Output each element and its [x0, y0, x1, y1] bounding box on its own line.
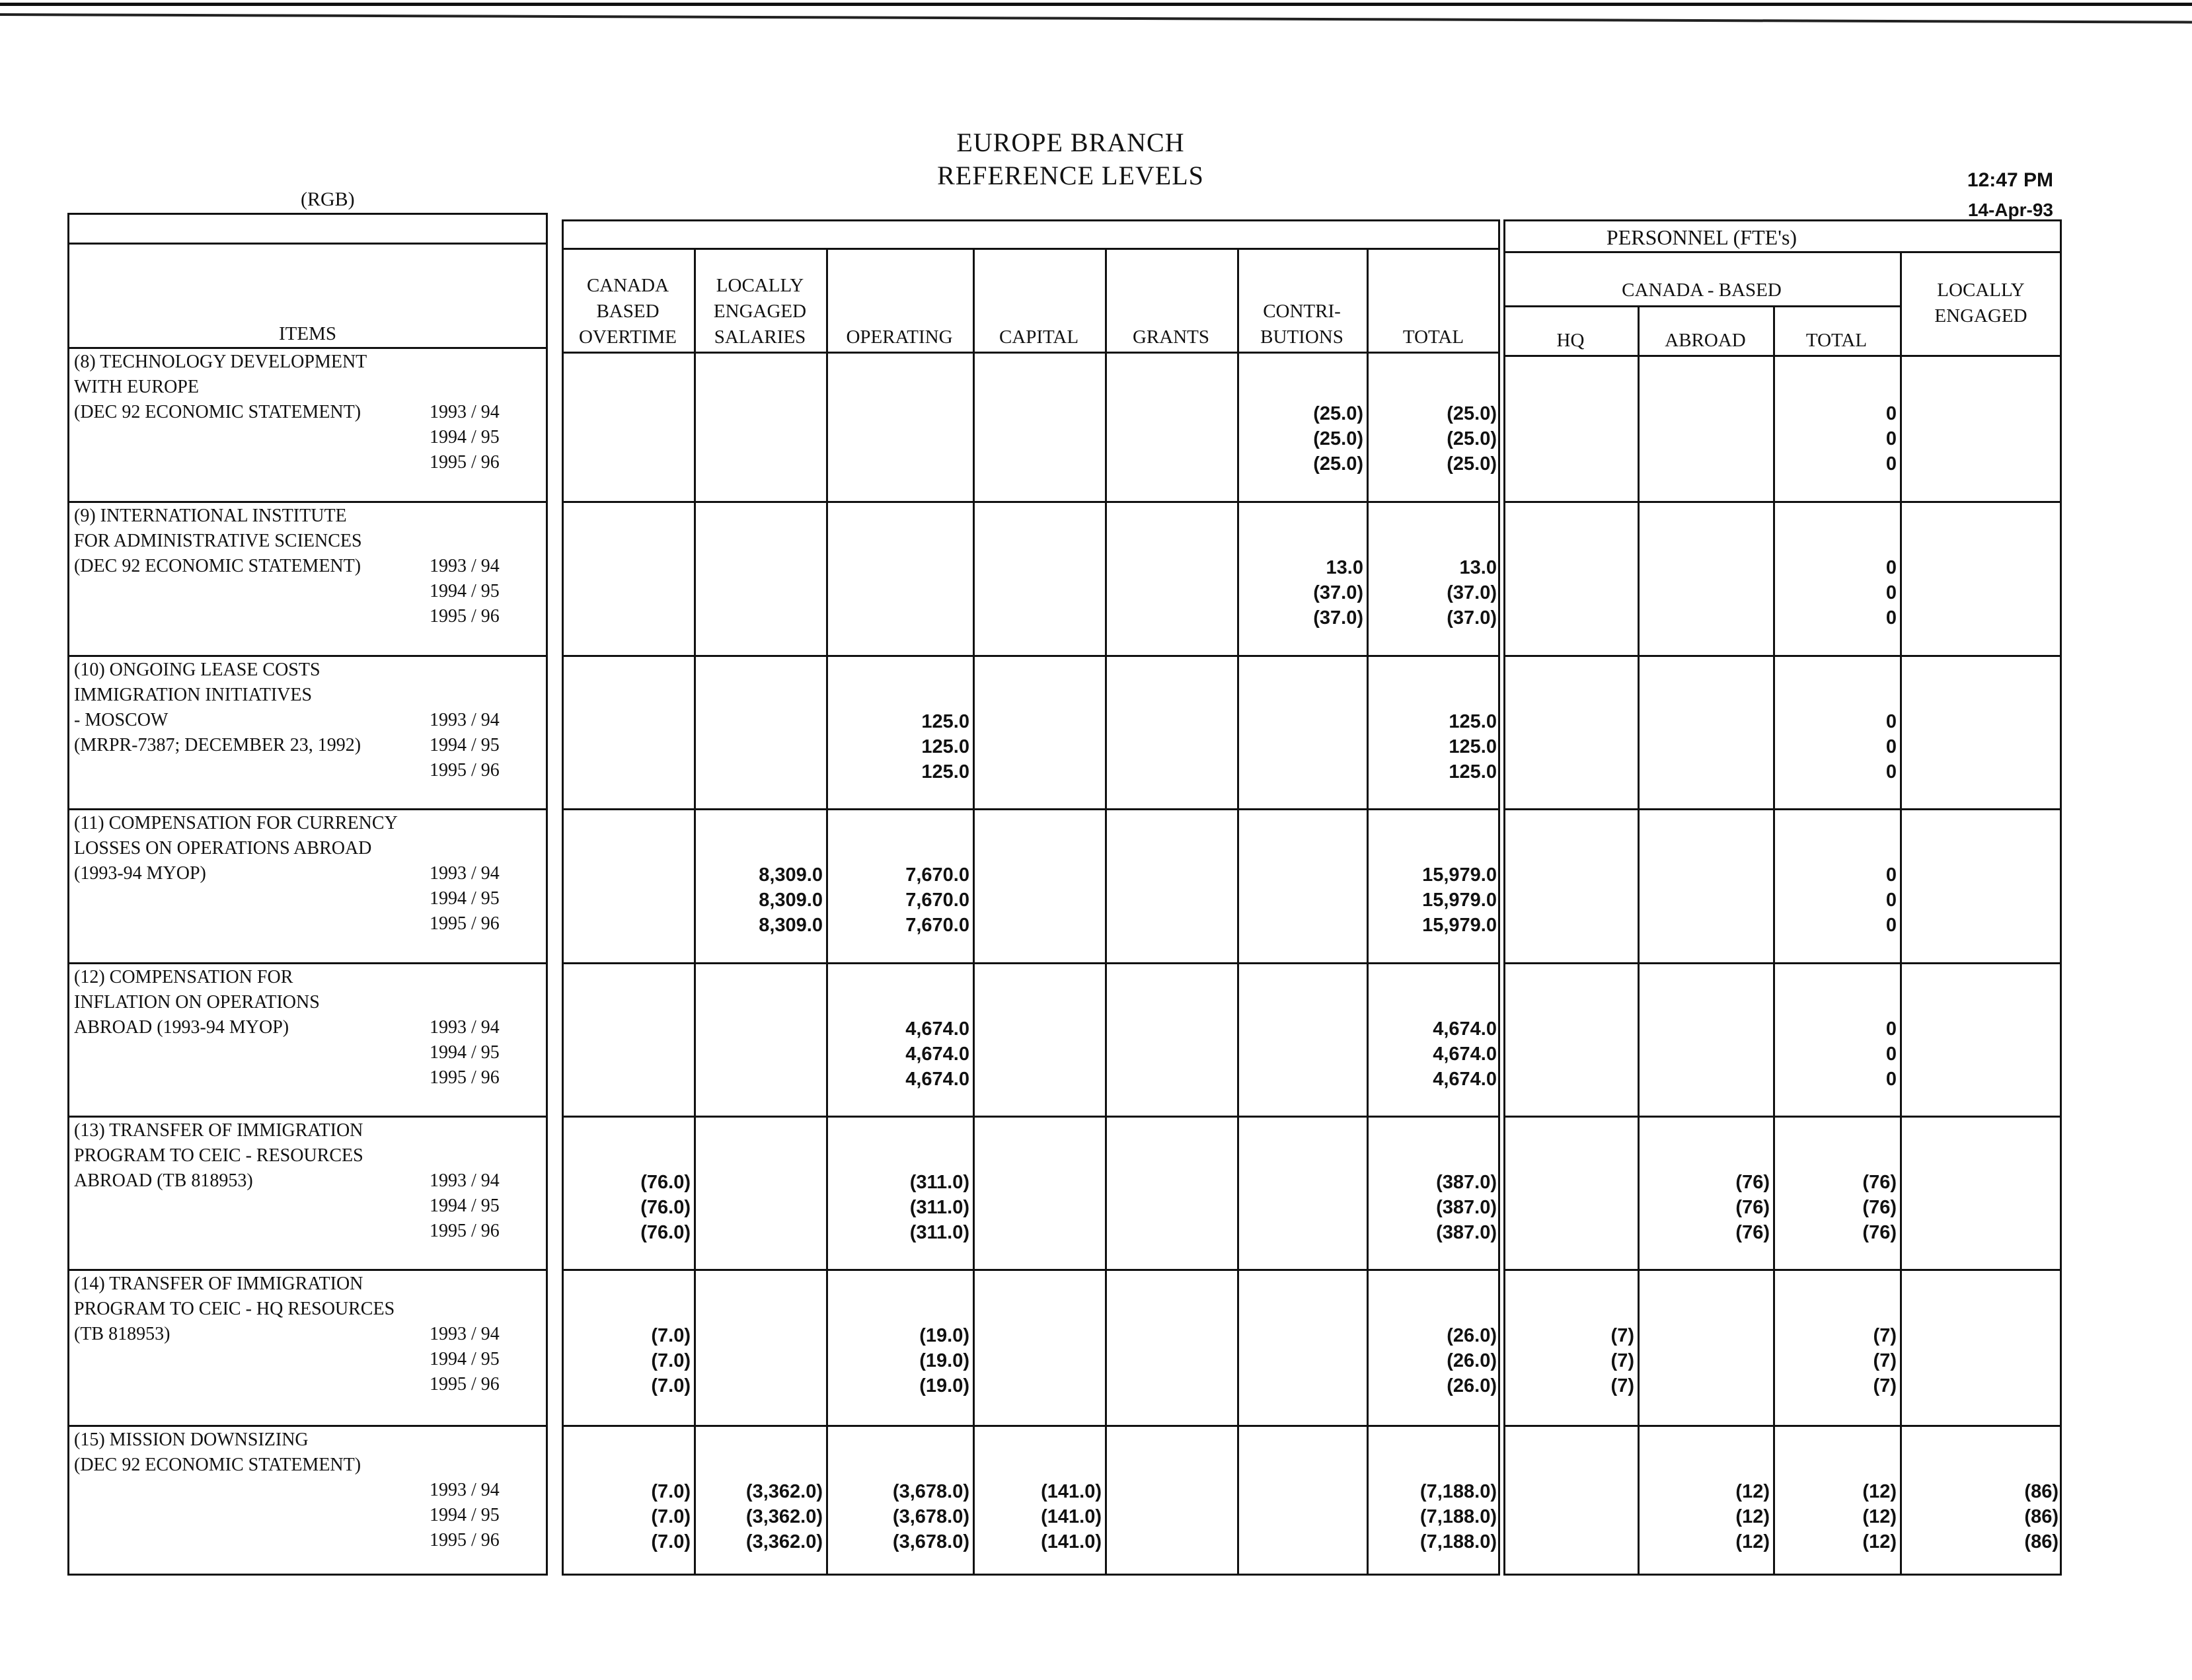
- value-total: (25.0): [1447, 453, 1497, 475]
- col-header-items: ITEMS: [279, 323, 336, 344]
- value-ptotal: 0: [1885, 582, 1897, 603]
- value-operating: (19.0): [919, 1350, 969, 1371]
- fiscal-year: 1993 / 94: [430, 1480, 500, 1500]
- value-overtime: (7.0): [651, 1375, 691, 1396]
- canada-based-header: CANADA - BASED: [1622, 280, 1782, 301]
- fiscal-year: 1995 / 96: [430, 606, 500, 627]
- section-separator: [1503, 808, 2062, 810]
- fiscal-year: 1994 / 95: [430, 1196, 500, 1216]
- personnel-header: PERSONNEL (FTE's): [1606, 225, 1797, 249]
- value-overtime: (7.0): [651, 1506, 691, 1527]
- value-operating: 125.0: [921, 761, 969, 783]
- item-title: (9) INTERNATIONAL INSTITUTE FOR ADMINISTRATIVE SCIENCES (DEC 92 ECONOMIC STATEMENT): [74, 506, 362, 576]
- value-operating: (3,678.0): [892, 1531, 969, 1552]
- value-ptotal: (12): [1862, 1531, 1897, 1552]
- fiscal-year: 1995 / 96: [430, 913, 500, 934]
- value-capital: (141.0): [1041, 1481, 1102, 1502]
- value-total: 4,674.0: [1433, 1044, 1497, 1065]
- col-divider: [694, 248, 696, 1576]
- col-header-hq: HQ: [1556, 330, 1585, 351]
- value-ptotal: (12): [1862, 1506, 1897, 1527]
- col-divider: [973, 248, 975, 1576]
- value-operating: (19.0): [919, 1375, 969, 1396]
- section-separator: [562, 808, 1500, 810]
- value-ptotal: (76): [1862, 1172, 1897, 1193]
- col-header-operating: OPERATING: [846, 326, 953, 348]
- value-ptotal: 0: [1885, 453, 1897, 475]
- value-abroad: (76): [1735, 1197, 1770, 1218]
- value-salaries: (3,362.0): [745, 1531, 823, 1552]
- col-divider: [1105, 248, 1107, 1576]
- financial-header-line: [562, 248, 1500, 250]
- value-ptotal: 0: [1885, 736, 1897, 757]
- value-contributions: (25.0): [1313, 403, 1363, 424]
- value-ptotal: (7): [1873, 1350, 1897, 1371]
- value-operating: 4,674.0: [905, 1044, 969, 1065]
- fiscal-year: 1993 / 94: [430, 710, 500, 730]
- value-total: (37.0): [1447, 607, 1497, 629]
- section-separator: [67, 962, 548, 964]
- fiscal-year: 1994 / 95: [430, 1042, 500, 1063]
- value-locally: (86): [2024, 1506, 2059, 1527]
- col-divider: [1638, 305, 1640, 1576]
- col-divider: [1367, 248, 1369, 1576]
- value-operating: (311.0): [909, 1222, 969, 1243]
- fiscal-year: 1995 / 96: [430, 1067, 500, 1088]
- fiscal-year: 1994 / 95: [430, 888, 500, 909]
- value-operating: 125.0: [921, 711, 969, 732]
- value-total: (387.0): [1436, 1172, 1497, 1193]
- rgb-label: (RGB): [301, 188, 355, 210]
- value-total: 4,674.0: [1433, 1069, 1497, 1090]
- value-overtime: (7.0): [651, 1350, 691, 1371]
- item-title: (8) TECHNOLOGY DEVELOPMENT WITH EUROPE (DEC 92 ECONOMIC STATEMENT): [74, 352, 367, 422]
- fiscal-year: 1993 / 94: [430, 1017, 500, 1038]
- value-total: 4,674.0: [1433, 1018, 1497, 1040]
- value-operating: 7,670.0: [905, 890, 969, 911]
- items-header-line: [67, 243, 548, 245]
- value-capital: (141.0): [1041, 1531, 1102, 1552]
- value-ptotal: 0: [1885, 864, 1897, 886]
- col-header-salaries: LOCALLY ENGAGED SALARIES: [713, 275, 807, 348]
- section-separator: [67, 808, 548, 810]
- fiscal-year: 1993 / 94: [430, 556, 500, 576]
- fiscal-year: 1995 / 96: [430, 1221, 500, 1241]
- value-hq: (7): [1610, 1350, 1634, 1371]
- value-abroad: (76): [1735, 1172, 1770, 1193]
- print-time: 12:47 PM: [1967, 169, 2053, 191]
- value-contributions: (25.0): [1313, 428, 1363, 449]
- value-overtime: (7.0): [651, 1531, 691, 1552]
- col-divider: [826, 248, 828, 1576]
- value-overtime: (76.0): [640, 1172, 691, 1193]
- item-title: (14) TRANSFER OF IMMIGRATION PROGRAM TO CEIC - HQ RESOURCES (TB 818953): [74, 1274, 395, 1344]
- value-overtime: (7.0): [651, 1325, 691, 1346]
- item-title: (12) COMPENSATION FOR INFLATION ON OPERATIONS ABROAD (1993-94 MYOP): [74, 967, 320, 1038]
- value-contributions: 13.0: [1326, 557, 1363, 578]
- section-separator: [562, 501, 1500, 503]
- value-operating: 4,674.0: [905, 1069, 969, 1090]
- section-separator: [1503, 962, 2062, 964]
- value-total: (26.0): [1447, 1350, 1497, 1371]
- section-separator: [1503, 501, 2062, 503]
- report-subtitle: REFERENCE LEVELS: [937, 161, 1204, 190]
- col-header-abroad: ABROAD: [1665, 330, 1746, 351]
- value-total: (7,188.0): [1419, 1481, 1497, 1502]
- scan-edge-line-2: [0, 13, 2192, 24]
- value-total: 125.0: [1449, 711, 1497, 732]
- fiscal-year: 1994 / 95: [430, 581, 500, 601]
- value-ptotal: 0: [1885, 915, 1897, 936]
- item-title: (13) TRANSFER OF IMMIGRATION PROGRAM TO CEIC - RESOURCES ABROAD (TB 818953): [74, 1120, 363, 1191]
- value-ptotal: (12): [1862, 1481, 1897, 1502]
- section-separator: [562, 1269, 1500, 1271]
- section-separator: [67, 1425, 548, 1427]
- value-operating: 7,670.0: [905, 915, 969, 936]
- value-ptotal: 0: [1885, 1069, 1897, 1090]
- fiscal-year: 1995 / 96: [430, 1374, 500, 1394]
- value-hq: (7): [1610, 1375, 1634, 1396]
- value-total: (37.0): [1447, 582, 1497, 603]
- section-separator: [67, 1269, 548, 1271]
- value-contributions: (37.0): [1313, 607, 1363, 629]
- fiscal-year: 1993 / 94: [430, 402, 500, 422]
- fiscal-year: 1994 / 95: [430, 735, 500, 755]
- section-separator: [562, 962, 1500, 964]
- value-locally: (86): [2024, 1531, 2059, 1552]
- section-separator: [562, 1425, 1500, 1427]
- fiscal-year: 1994 / 95: [430, 1505, 500, 1525]
- value-operating: (3,678.0): [892, 1506, 969, 1527]
- value-ptotal: 0: [1885, 711, 1897, 732]
- col-header-total: TOTAL: [1402, 326, 1464, 348]
- value-total: 13.0: [1459, 557, 1497, 578]
- item-title: (10) ONGOING LEASE COSTS IMMIGRATION INITIATIVES - MOSCOW (MRPR-7387; DECEMBER 23, 1992): [74, 660, 361, 755]
- section-separator: [67, 655, 548, 657]
- value-ptotal: (7): [1873, 1375, 1897, 1396]
- col-header-personnel-total: TOTAL: [1805, 330, 1868, 351]
- col-header-contributions: CONTRI- BUTIONS: [1260, 301, 1343, 348]
- value-abroad: (76): [1735, 1222, 1770, 1243]
- value-ptotal: 0: [1885, 1018, 1897, 1040]
- value-total: (7,188.0): [1419, 1531, 1497, 1552]
- value-salaries: 8,309.0: [759, 915, 823, 936]
- value-operating: (19.0): [919, 1325, 969, 1346]
- value-abroad: (12): [1735, 1531, 1770, 1552]
- section-separator: [1503, 1269, 2062, 1271]
- value-total: (25.0): [1447, 428, 1497, 449]
- col-header-overtime: CANADA BASED OVERTIME: [578, 275, 677, 348]
- canada-based-line: [1503, 305, 1900, 307]
- scan-edge-line: [0, 3, 2192, 6]
- value-ptotal: (7): [1873, 1325, 1897, 1346]
- fiscal-year: 1995 / 96: [430, 1530, 500, 1550]
- value-salaries: (3,362.0): [745, 1506, 823, 1527]
- value-total: (26.0): [1447, 1325, 1497, 1346]
- fiscal-year: 1994 / 95: [430, 1349, 500, 1369]
- value-total: 15,979.0: [1422, 890, 1497, 911]
- value-contributions: (37.0): [1313, 582, 1363, 603]
- value-operating: (311.0): [909, 1172, 969, 1193]
- value-ptotal: 0: [1885, 557, 1897, 578]
- value-ptotal: 0: [1885, 890, 1897, 911]
- print-date: 14-Apr-93: [1967, 200, 2053, 220]
- value-contributions: (25.0): [1313, 453, 1363, 475]
- fiscal-year: 1995 / 96: [430, 760, 500, 781]
- value-ptotal: (76): [1862, 1222, 1897, 1243]
- section-separator: [1503, 1116, 2062, 1118]
- value-salaries: 8,309.0: [759, 864, 823, 886]
- value-total: 125.0: [1449, 761, 1497, 783]
- personnel-header-bottom: [1503, 355, 2062, 357]
- value-total: 15,979.0: [1422, 915, 1497, 936]
- value-total: (7,188.0): [1419, 1506, 1497, 1527]
- value-operating: 7,670.0: [905, 864, 969, 886]
- value-operating: 125.0: [921, 736, 969, 757]
- value-salaries: (3,362.0): [745, 1481, 823, 1502]
- value-hq: (7): [1610, 1325, 1634, 1346]
- col-divider: [1900, 251, 1902, 1576]
- value-ptotal: 0: [1885, 607, 1897, 629]
- value-ptotal: 0: [1885, 428, 1897, 449]
- fiscal-year: 1994 / 95: [430, 427, 500, 447]
- fiscal-year: 1993 / 94: [430, 1324, 500, 1344]
- value-abroad: (12): [1735, 1481, 1770, 1502]
- fiscal-year: 1993 / 94: [430, 863, 500, 884]
- section-separator: [67, 1116, 548, 1118]
- value-total: (26.0): [1447, 1375, 1497, 1396]
- section-separator: [562, 655, 1500, 657]
- section-separator: [1503, 1425, 2062, 1427]
- value-total: 125.0: [1449, 736, 1497, 757]
- value-total: (387.0): [1436, 1222, 1497, 1243]
- value-total: 15,979.0: [1422, 864, 1497, 886]
- value-ptotal: 0: [1885, 761, 1897, 783]
- value-total: (25.0): [1447, 403, 1497, 424]
- items-header-bottom: [67, 347, 548, 349]
- col-header-grants: GRANTS: [1132, 326, 1209, 348]
- value-ptotal: 0: [1885, 403, 1897, 424]
- fiscal-year: 1995 / 96: [430, 452, 500, 473]
- col-header-locally-engaged: LOCALLY ENGAGED: [1934, 280, 2027, 326]
- section-separator: [67, 501, 548, 503]
- fiscal-year: 1993 / 94: [430, 1170, 500, 1191]
- financial-header-bottom: [562, 352, 1500, 354]
- value-operating: 4,674.0: [905, 1018, 969, 1040]
- value-total: (387.0): [1436, 1197, 1497, 1218]
- value-operating: (311.0): [909, 1197, 969, 1218]
- personnel-title-line: [1503, 251, 2062, 253]
- value-locally: (86): [2024, 1481, 2059, 1502]
- section-separator: [562, 1116, 1500, 1118]
- item-title: (11) COMPENSATION FOR CURRENCY LOSSES ON OPERATIONS ABROAD (1993-94 MYOP): [74, 813, 398, 884]
- value-ptotal: (76): [1862, 1197, 1897, 1218]
- section-separator: [1503, 655, 2062, 657]
- value-overtime: (76.0): [640, 1222, 691, 1243]
- value-overtime: (7.0): [651, 1481, 691, 1502]
- item-title: (15) MISSION DOWNSIZING (DEC 92 ECONOMIC STATEMENT): [74, 1430, 361, 1475]
- value-capital: (141.0): [1041, 1506, 1102, 1527]
- col-header-capital: CAPITAL: [999, 326, 1079, 348]
- value-salaries: 8,309.0: [759, 890, 823, 911]
- value-abroad: (12): [1735, 1506, 1770, 1527]
- value-overtime: (76.0): [640, 1197, 691, 1218]
- report-title: EUROPE BRANCH: [956, 128, 1185, 157]
- value-ptotal: 0: [1885, 1044, 1897, 1065]
- value-operating: (3,678.0): [892, 1481, 969, 1502]
